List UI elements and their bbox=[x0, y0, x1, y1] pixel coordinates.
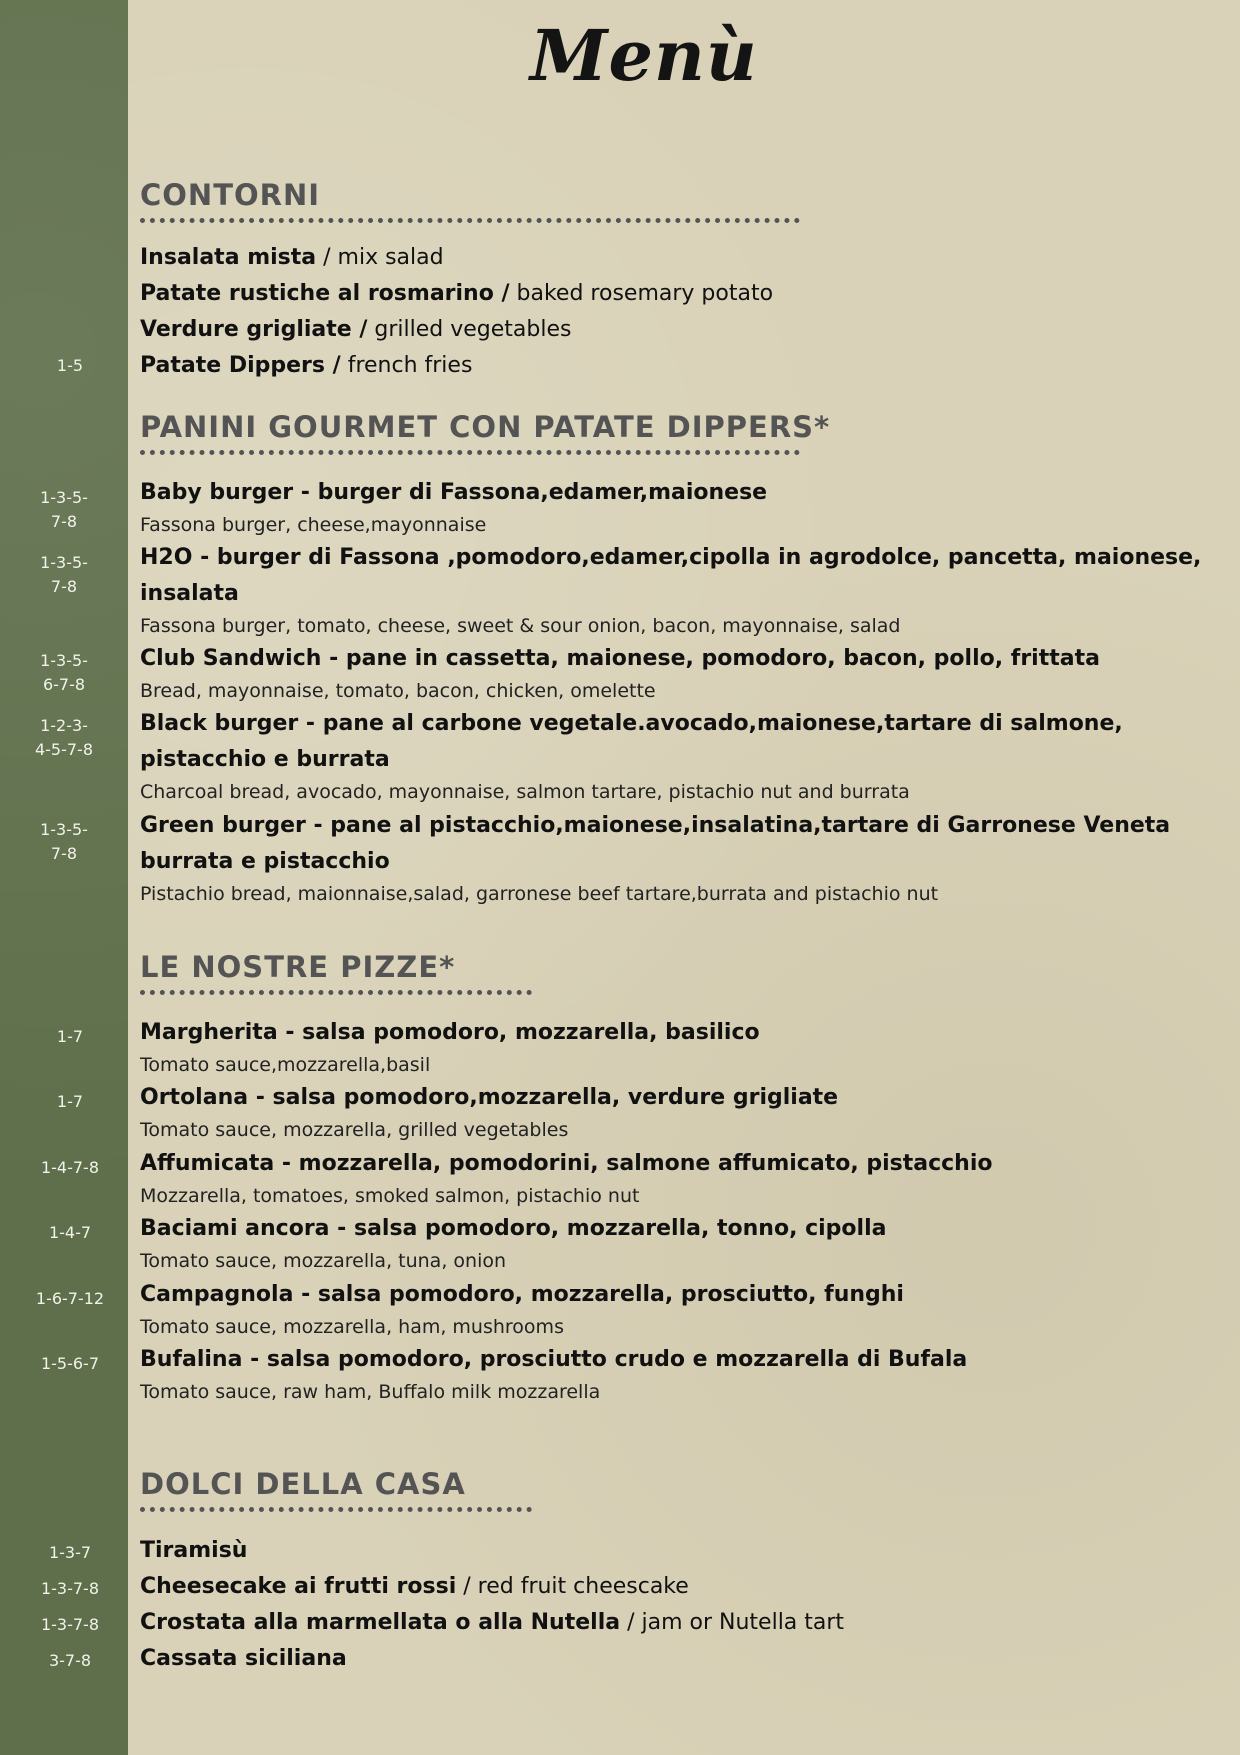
item-description: Mozzarella, tomatoes, smoked salmon, pistachio nut bbox=[140, 1185, 640, 1207]
item-description: Charcoal bread, avocado, mayonnaise, salmon tartare, pistachio nut and burrata bbox=[140, 781, 910, 803]
item-separator bbox=[341, 353, 348, 378]
item-name: Ortolana - salsa pomodoro,mozzarella, verdure grigliate bbox=[140, 1085, 839, 1110]
allergen-code: 1-3-5-6-7-8 bbox=[40, 651, 88, 694]
allergen-code: 1-3-7 bbox=[48, 1543, 92, 1562]
item-name: Baciami ancora - salsa pomodoro, mozzarella, tonno, cipolla bbox=[140, 1216, 887, 1241]
item-separator: / bbox=[456, 1574, 478, 1599]
allergen-code: 1-3-5-7-8 bbox=[40, 488, 88, 531]
allergen-code: 1-3-7-8 bbox=[40, 1615, 100, 1634]
allergen-code: 3-7-8 bbox=[48, 1651, 92, 1670]
item-description: Tomato sauce,mozzarella,basil bbox=[140, 1054, 431, 1076]
item-name: Bufalina - salsa pomodoro, prosciutto crudo e mozzarella di Bufala bbox=[140, 1347, 968, 1372]
item-name: Campagnola - salsa pomodoro, mozzarella, prosciutto, funghi bbox=[140, 1282, 904, 1307]
item-english: grilled vegetables bbox=[374, 317, 572, 342]
item-name: Green burger - pane al pistacchio,maionese,insalatina,tartare di Garronese Veneta burrata e pistacchio bbox=[140, 813, 1171, 874]
section-title-dolci: DOLCI DELLA CASA bbox=[140, 1467, 532, 1512]
item-name: Verdure grigliate / bbox=[140, 317, 368, 342]
allergen-code: 1-6-7-12 bbox=[35, 1289, 105, 1308]
allergen-code: 1-4-7-8 bbox=[40, 1158, 100, 1177]
item-description: Tomato sauce, mozzarella, ham, mushrooms bbox=[140, 1316, 564, 1338]
allergen-code: 1-2-3-4-5-7-8 bbox=[34, 716, 94, 759]
item-separator: / bbox=[316, 245, 338, 270]
allergen-code: 1-5 bbox=[56, 356, 84, 375]
menu-item bbox=[140, 276, 1225, 312]
menu-item bbox=[140, 348, 1225, 384]
menu-item bbox=[140, 641, 1225, 705]
allergen-code: 1-5-6-7 bbox=[40, 1354, 100, 1373]
menu-title: Menù bbox=[530, 14, 758, 97]
menu-item bbox=[140, 540, 1225, 640]
menu-item bbox=[140, 1342, 1225, 1406]
menu-item bbox=[140, 475, 1225, 539]
item-name: Crostata alla marmellata o alla Nutella bbox=[140, 1610, 621, 1635]
allergen-code: 1-4-7 bbox=[48, 1223, 92, 1242]
allergen-code: 1-3-5-7-8 bbox=[40, 553, 88, 596]
item-name: Patate rustiche al rosmarino / bbox=[140, 281, 510, 306]
menu-item bbox=[140, 706, 1225, 806]
item-description: Pistachio bread, maionnaise,salad, garronese beef tartare,burrata and pistachio nut bbox=[140, 883, 939, 905]
item-english: jam or Nutella tart bbox=[641, 1610, 845, 1635]
item-name: Patate Dippers / bbox=[140, 353, 341, 378]
section-title-pizze: LE NOSTRE PIZZE* bbox=[140, 950, 532, 995]
menu-item bbox=[140, 808, 1225, 908]
allergen-code: 1-3-7-8 bbox=[40, 1579, 100, 1598]
item-description: Tomato sauce, mozzarella, tuna, onion bbox=[140, 1250, 507, 1272]
section-title-contorni: CONTORNI bbox=[140, 178, 800, 223]
item-english: baked rosemary potato bbox=[516, 281, 774, 306]
item-description: Bread, mayonnaise, tomato, bacon, chicken, omelette bbox=[140, 680, 656, 702]
item-description: Fassona burger, tomato, cheese, sweet & sour onion, bacon, mayonnaise, salad bbox=[140, 615, 901, 637]
menu-item bbox=[140, 1146, 1225, 1210]
item-english: mix salad bbox=[337, 245, 444, 270]
allergen-code: 1-7 bbox=[56, 1092, 84, 1111]
item-description: Fassona burger, cheese,mayonnaise bbox=[140, 514, 487, 536]
menu-item bbox=[140, 1211, 1225, 1275]
allergen-code: 1-3-5-7-8 bbox=[40, 820, 88, 863]
item-name: Cheesecake ai frutti rossi bbox=[140, 1574, 457, 1599]
item-separator bbox=[510, 281, 517, 306]
item-english: french fries bbox=[347, 353, 473, 378]
allergen-sidebar bbox=[0, 0, 128, 1755]
menu-item bbox=[140, 1641, 1225, 1677]
item-description: Tomato sauce, raw ham, Buffalo milk mozzarella bbox=[140, 1381, 601, 1403]
section-title-panini: PANINI GOURMET CON PATATE DIPPERS* bbox=[140, 410, 800, 455]
menu-item bbox=[140, 1015, 1225, 1079]
item-english: red fruit cheescake bbox=[477, 1574, 689, 1599]
item-name: Cassata siciliana bbox=[140, 1646, 347, 1671]
menu-item bbox=[140, 1569, 1225, 1605]
item-name: Club Sandwich - pane in cassetta, maionese, pomodoro, bacon, pollo, frittata bbox=[140, 646, 1100, 671]
menu-item bbox=[140, 1605, 1225, 1641]
menu-item bbox=[140, 1080, 1225, 1144]
item-name: Insalata mista bbox=[140, 245, 317, 270]
menu-item bbox=[140, 312, 1225, 348]
item-name: Margherita - salsa pomodoro, mozzarella, basilico bbox=[140, 1020, 760, 1045]
item-name: Black burger - pane al carbone vegetale.avocado,maionese,tartare di salmone, pistacchio e burrata bbox=[140, 711, 1123, 772]
item-name: Affumicata - mozzarella, pomodorini, salmone affumicato, pistacchio bbox=[140, 1151, 993, 1176]
item-name: Tiramisù bbox=[140, 1538, 248, 1563]
menu-item bbox=[140, 1533, 1225, 1569]
item-name: Baby burger - burger di Fassona,edamer,maionese bbox=[140, 480, 768, 505]
item-name: H2O - burger di Fassona ,pomodoro,edamer,cipolla in agrodolce, pancetta, maionese, insalata bbox=[140, 545, 1202, 606]
item-description: Tomato sauce, mozzarella, grilled vegetables bbox=[140, 1119, 569, 1141]
menu-item bbox=[140, 1277, 1225, 1341]
allergen-code: 1-7 bbox=[56, 1027, 84, 1046]
item-separator: / bbox=[620, 1610, 642, 1635]
menu-item bbox=[140, 240, 1225, 276]
